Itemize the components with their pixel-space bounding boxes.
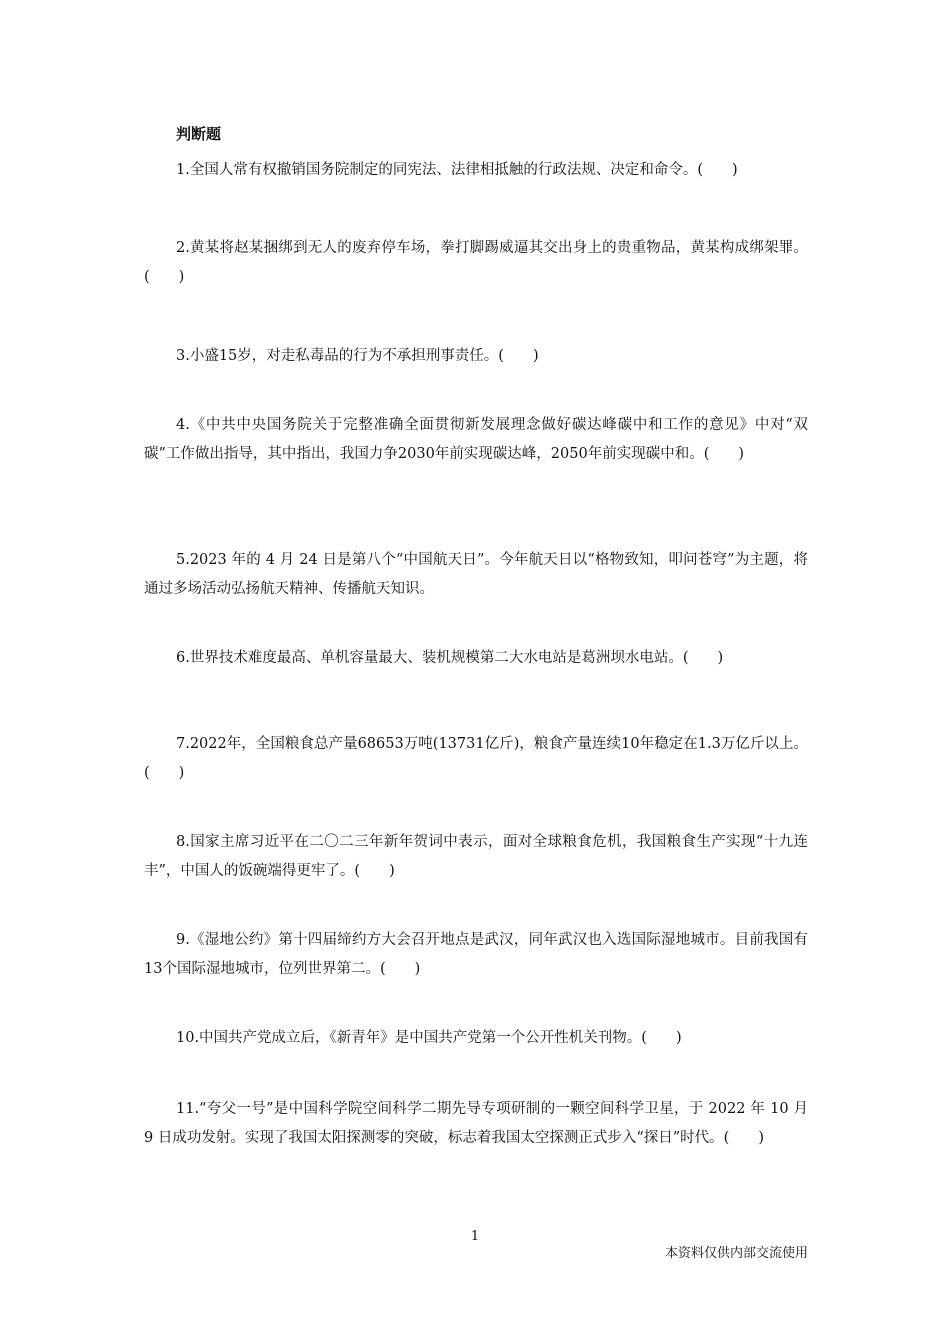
question-item: 9.《湿地公约》第十四届缔约方大会召开地点是武汉，同年武汉也入选国际湿地城市。目前我国有13个国际湿地城市，位列世界第二。( ): [144, 932, 808, 977]
question-item: 5.2023 年的 4 月 24 日是第八个“中国航天日”。今年航天日以“格物致知，叩问苍穹”为主题，将通过多场活动弘扬航天精神、传播航天知识。: [144, 552, 808, 597]
question-item: 2.黄某将赵某捆绑到无人的废弃停车场，拳打脚踢威逼其交出身上的贵重物品，黄某构成绑架罪。( ): [144, 240, 808, 285]
page-number: 1: [470, 1229, 480, 1244]
question-item: 7.2022年，全国粮食总产量68653万吨(13731亿斤)，粮食产量连续10年稳定在1.3万亿斤以上。( ): [144, 736, 808, 781]
question-item: 8.国家主席习近平在二〇二三年新年贺词中表示，面对全球粮食危机，我国粮食生产实现“十九连丰”，中国人的饭碗端得更牢了。( ): [144, 834, 808, 879]
footer-note: 本资料仅供内部交流使用: [664, 1246, 808, 1261]
question-item: 11.“夸父一号”是中国科学院空间科学二期先导专项研制的一颗空间科学卫星，于 2022 年 10 月 9 日成功发射。实现了我国太阳探测零的突破，标志着我国太空探测正式步入“探日”时代。( ): [144, 1101, 808, 1146]
question-item: 4.《中共中央国务院关于完整准确全面贯彻新发展理念做好碳达峰碳中和工作的意见》中对“双碳”工作做出指导，其中指出，我国力争2030年前实现碳达峰，2050年前实现碳中和。( ): [144, 417, 808, 462]
question-item: 3.小盛15岁，对走私毒品的行为不承担刑事责任。( ): [176, 348, 539, 364]
section-heading: 判断题: [176, 125, 222, 143]
question-item: 6.世界技术难度最高、单机容量最大、装机规模第二大水电站是葛洲坝水电站。( ): [176, 650, 724, 666]
question-item: 1.全国人常有权撤销国务院制定的同宪法、法律相抵触的行政法规、决定和命令。( ): [176, 162, 738, 178]
question-item: 10.中国共产党成立后，《新青年》是中国共产党第一个公开性机关刊物。( ): [176, 1030, 682, 1046]
